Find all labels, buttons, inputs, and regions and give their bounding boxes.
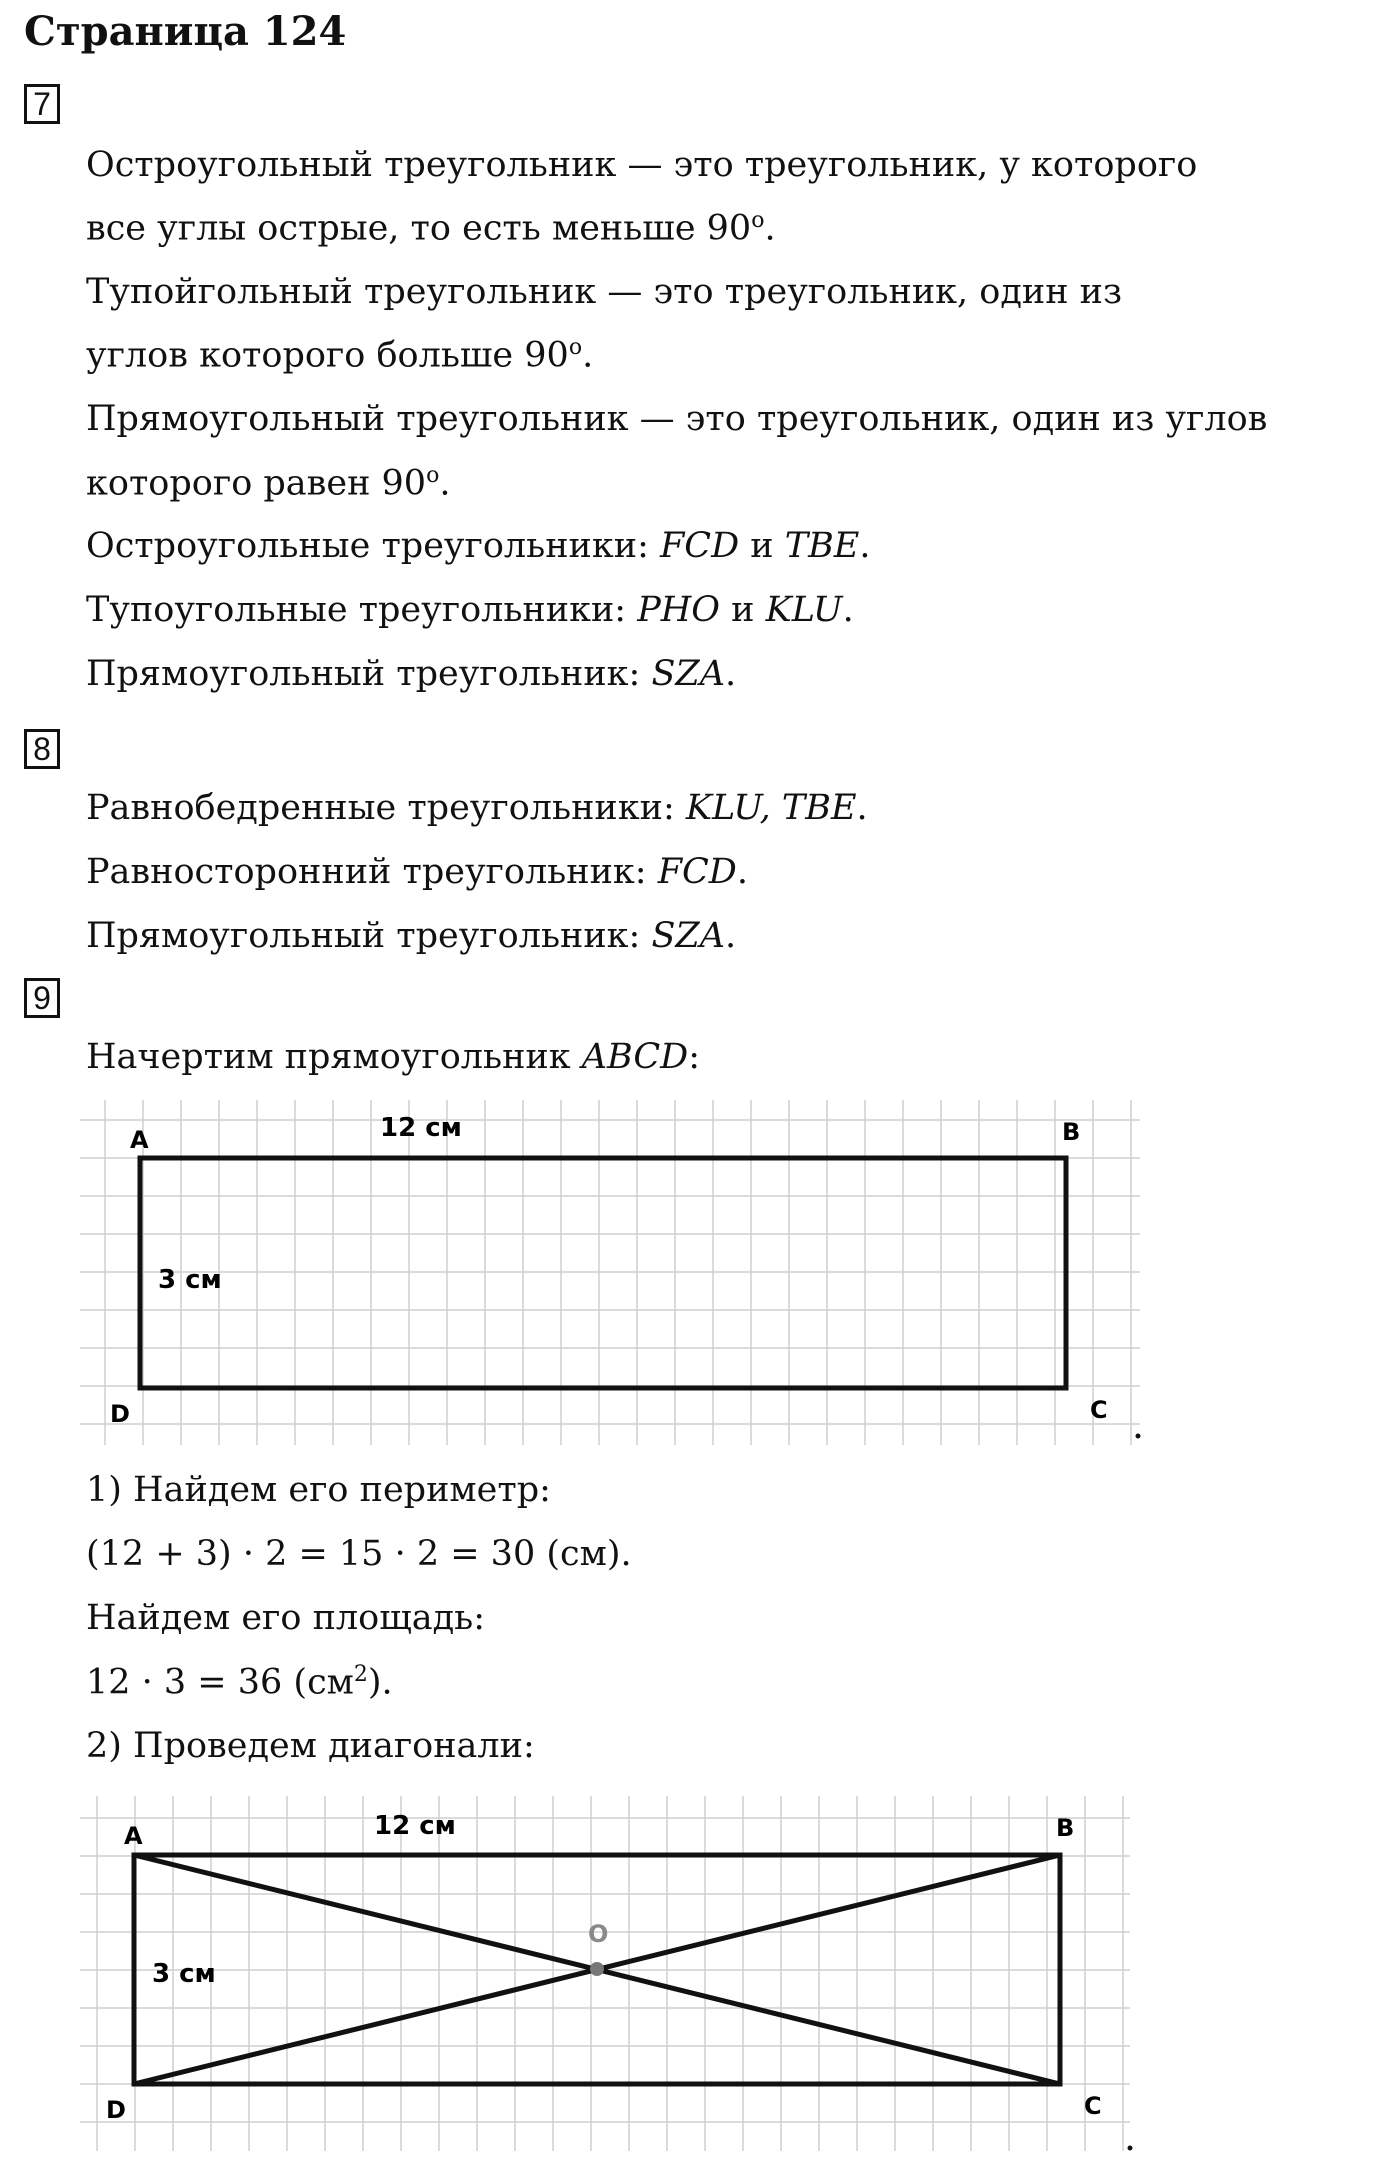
equilateral-answer: Равносторонний треугольник: FCD. [86,852,748,892]
vertex-c-label: C [1090,1396,1108,1424]
perimeter-calculation: (12 + 3) · 2 = 15 · 2 = 30 (см). [86,1534,632,1574]
width-label: 3 см [158,1265,222,1295]
obtuse-triangles-answer: Тупоугольные треугольники: PHO и KLU. [86,590,854,630]
right-definition-line-1: Прямоугольный треугольник — это треугольник, один из углов [86,399,1268,439]
obtuse-definition-line-1: Тупойгольный треугольник — это треугольник, один из [86,272,1123,312]
rectangle-figure [80,1100,1150,1465]
vertex-a-label: A [124,1822,143,1850]
acute-definition-line-1: Остроугольный треугольник — это треугольник, у которого [86,145,1198,185]
vertex-b-label: B [1062,1118,1081,1146]
grid [80,1100,1140,1445]
vertex-d-label: D [106,2096,126,2124]
area-calculation: 12 · 3 = 36 $(см^2)$. [86,1662,393,1703]
center-o-label: O [588,1920,609,1948]
diagonals-step: 2) Проведем диагонали: [86,1726,535,1766]
length-label: 12 см [380,1113,462,1143]
isosceles-answer: Равнобедренные треугольники: KLU, TBE. [86,788,868,828]
width-label: 3 см [152,1959,216,1989]
vertex-a-label: A [130,1126,149,1154]
task-8-number: 8 [24,729,60,769]
right-triangle-answer: Прямоугольный треугольник: SZA. [86,654,737,694]
rectangle-diagonals-figure [80,1796,1150,2166]
right-triangle-answer-8: Прямоугольный треугольник: SZA. [86,916,737,956]
task-7-number: 7 [24,84,60,124]
right-definition-line-2: которого равен 90$^o$. [86,463,451,504]
rectangle-abcd [140,1158,1066,1388]
acute-triangles-answer: Остроугольные треугольники: FCD и TBE. [86,526,871,566]
vertex-b-label: B [1056,1814,1075,1842]
vertex-d-label: D [110,1400,130,1428]
obtuse-definition-line-2: углов которого больше 90$^o$. [86,335,594,376]
length-label: 12 см [374,1811,456,1841]
page-title: Страница 124 [24,8,347,55]
task-9-number: 9 [24,978,60,1018]
center-point-o [590,1962,604,1976]
acute-definition-line-2: все углы острые, то есть меньше 90$^o$. [86,208,776,249]
vertex-c-label: C [1084,2092,1102,2120]
perimeter-step: 1) Найдем его периметр: [86,1470,551,1510]
rectangle-intro: Начертим прямоугольник ABCD: [86,1037,701,1077]
area-step: Найдем его площадь: [86,1598,486,1638]
